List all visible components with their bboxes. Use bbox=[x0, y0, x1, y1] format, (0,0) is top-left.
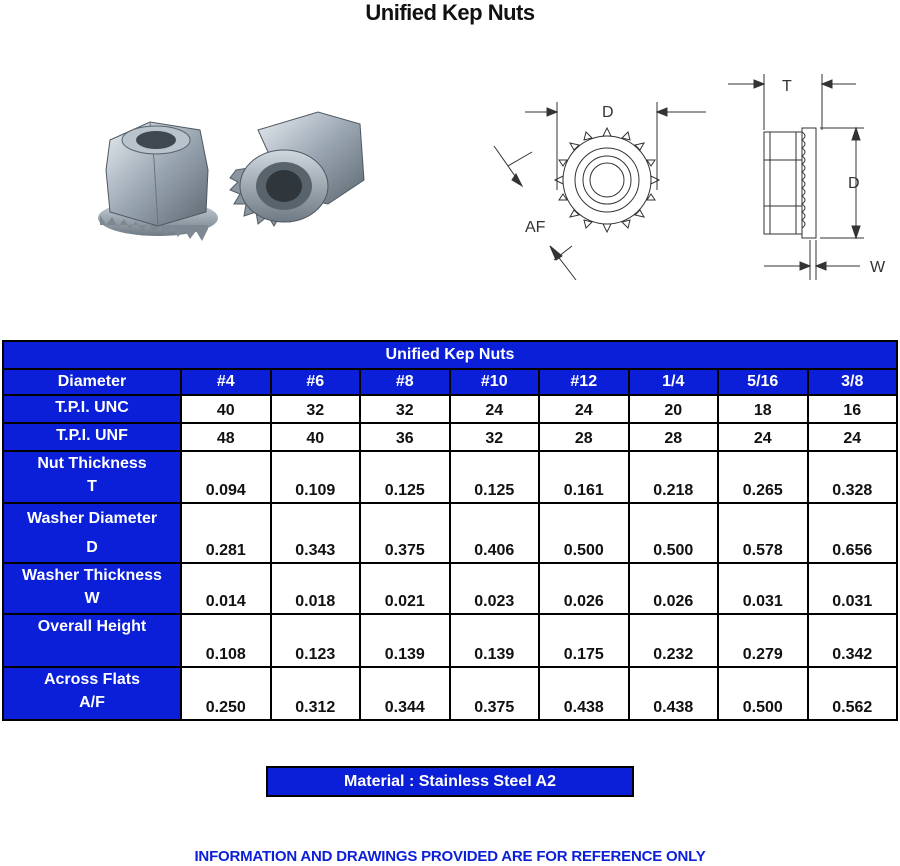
kep-nut-spec-table bbox=[2, 340, 898, 721]
table-cell: 0.125 bbox=[450, 451, 540, 503]
table-cell: 0.026 bbox=[629, 563, 719, 614]
table-cell: 48 bbox=[181, 423, 271, 451]
table-cell: 0.375 bbox=[450, 667, 540, 720]
table-cell: 0.094 bbox=[181, 451, 271, 503]
drawing-label-t: T bbox=[782, 78, 792, 95]
material-badge: Material : Stainless Steel A2 bbox=[266, 766, 634, 797]
table-cell: 0.279 bbox=[718, 614, 808, 667]
table-cell: 0.031 bbox=[718, 563, 808, 614]
table-banner: Unified Kep Nuts bbox=[3, 341, 897, 369]
table-cell: 32 bbox=[360, 395, 450, 423]
table-cell: 0.175 bbox=[539, 614, 629, 667]
table-cell: 0.031 bbox=[808, 563, 898, 614]
table-cell: 24 bbox=[539, 395, 629, 423]
size-header: #4 bbox=[181, 369, 271, 395]
table-cell: 0.500 bbox=[718, 667, 808, 720]
table-cell: 0.500 bbox=[539, 503, 629, 563]
size-header: #6 bbox=[271, 369, 361, 395]
row-label: Across Flats A/F bbox=[3, 667, 181, 720]
table-cell: 0.232 bbox=[629, 614, 719, 667]
table-cell: 0.656 bbox=[808, 503, 898, 563]
table-cell: 0.343 bbox=[271, 503, 361, 563]
table-cell: 0.109 bbox=[271, 451, 361, 503]
table-row-across-flats bbox=[3, 667, 897, 720]
drawing-label-af: AF bbox=[525, 219, 546, 236]
table-cell: 32 bbox=[271, 395, 361, 423]
table-cell: 40 bbox=[181, 395, 271, 423]
table-cell: 0.265 bbox=[718, 451, 808, 503]
page-title: Unified Kep Nuts bbox=[365, 0, 535, 25]
table-cell: 0.342 bbox=[808, 614, 898, 667]
table-cell: 28 bbox=[629, 423, 719, 451]
size-header: #10 bbox=[450, 369, 540, 395]
table-cell: 0.014 bbox=[181, 563, 271, 614]
size-header: #12 bbox=[539, 369, 629, 395]
table-row-washer-thickness bbox=[3, 563, 897, 614]
row-label: T.P.I. UNF bbox=[3, 423, 181, 451]
table-cell: 36 bbox=[360, 423, 450, 451]
table-cell: 28 bbox=[539, 423, 629, 451]
kep-nut-technical-drawing bbox=[480, 70, 900, 310]
table-cell: 0.026 bbox=[539, 563, 629, 614]
table-cell: 0.281 bbox=[181, 503, 271, 563]
table-cell: 16 bbox=[808, 395, 898, 423]
table-cell: 0.344 bbox=[360, 667, 450, 720]
reference-disclaimer: INFORMATION AND DRAWINGS PROVIDED ARE FOR REFERENCE ONLY bbox=[194, 848, 706, 865]
table-cell: 0.312 bbox=[271, 667, 361, 720]
table-row-tpi-unc bbox=[3, 395, 897, 423]
row-label: Nut Thickness T bbox=[3, 451, 181, 503]
table-cell: 40 bbox=[271, 423, 361, 451]
table-row-nut-thickness bbox=[3, 451, 897, 503]
size-header: 5/16 bbox=[718, 369, 808, 395]
drawing-label-w: W bbox=[870, 259, 886, 276]
table-cell: 0.123 bbox=[271, 614, 361, 667]
table-cell: 0.500 bbox=[629, 503, 719, 563]
table-cell: 0.218 bbox=[629, 451, 719, 503]
table-cell: 0.161 bbox=[539, 451, 629, 503]
table-cell: 0.328 bbox=[808, 451, 898, 503]
row-label: Overall Height bbox=[3, 614, 181, 667]
table-cell: 0.438 bbox=[629, 667, 719, 720]
table-row-tpi-unf bbox=[3, 423, 897, 451]
size-header: 1/4 bbox=[629, 369, 719, 395]
diameter-label: Diameter bbox=[3, 369, 181, 395]
table-row-overall-height bbox=[3, 614, 897, 667]
row-label: T.P.I. UNC bbox=[3, 395, 181, 423]
size-header: #8 bbox=[360, 369, 450, 395]
table-cell: 0.023 bbox=[450, 563, 540, 614]
table-cell: 20 bbox=[629, 395, 719, 423]
kep-nut-photo bbox=[88, 100, 378, 250]
drawing-label-d-side: D bbox=[848, 175, 860, 192]
table-cell: 0.139 bbox=[450, 614, 540, 667]
row-label: Washer Thickness W bbox=[3, 563, 181, 614]
table-cell: 24 bbox=[450, 395, 540, 423]
row-label: Washer Diameter D bbox=[3, 503, 181, 563]
table-cell: 18 bbox=[718, 395, 808, 423]
table-cell: 0.139 bbox=[360, 614, 450, 667]
table-cell: 0.021 bbox=[360, 563, 450, 614]
table-cell: 24 bbox=[808, 423, 898, 451]
table-cell: 0.375 bbox=[360, 503, 450, 563]
drawing-label-d-top: D bbox=[602, 104, 614, 121]
table-row-washer-diameter bbox=[3, 503, 897, 563]
table-cell: 0.125 bbox=[360, 451, 450, 503]
table-cell: 0.406 bbox=[450, 503, 540, 563]
table-cell: 24 bbox=[718, 423, 808, 451]
size-header: 3/8 bbox=[808, 369, 898, 395]
table-cell: 0.108 bbox=[181, 614, 271, 667]
table-cell: 0.562 bbox=[808, 667, 898, 720]
table-cell: 32 bbox=[450, 423, 540, 451]
table-cell: 0.578 bbox=[718, 503, 808, 563]
table-cell: 0.250 bbox=[181, 667, 271, 720]
table-cell: 0.438 bbox=[539, 667, 629, 720]
table-cell: 0.018 bbox=[271, 563, 361, 614]
